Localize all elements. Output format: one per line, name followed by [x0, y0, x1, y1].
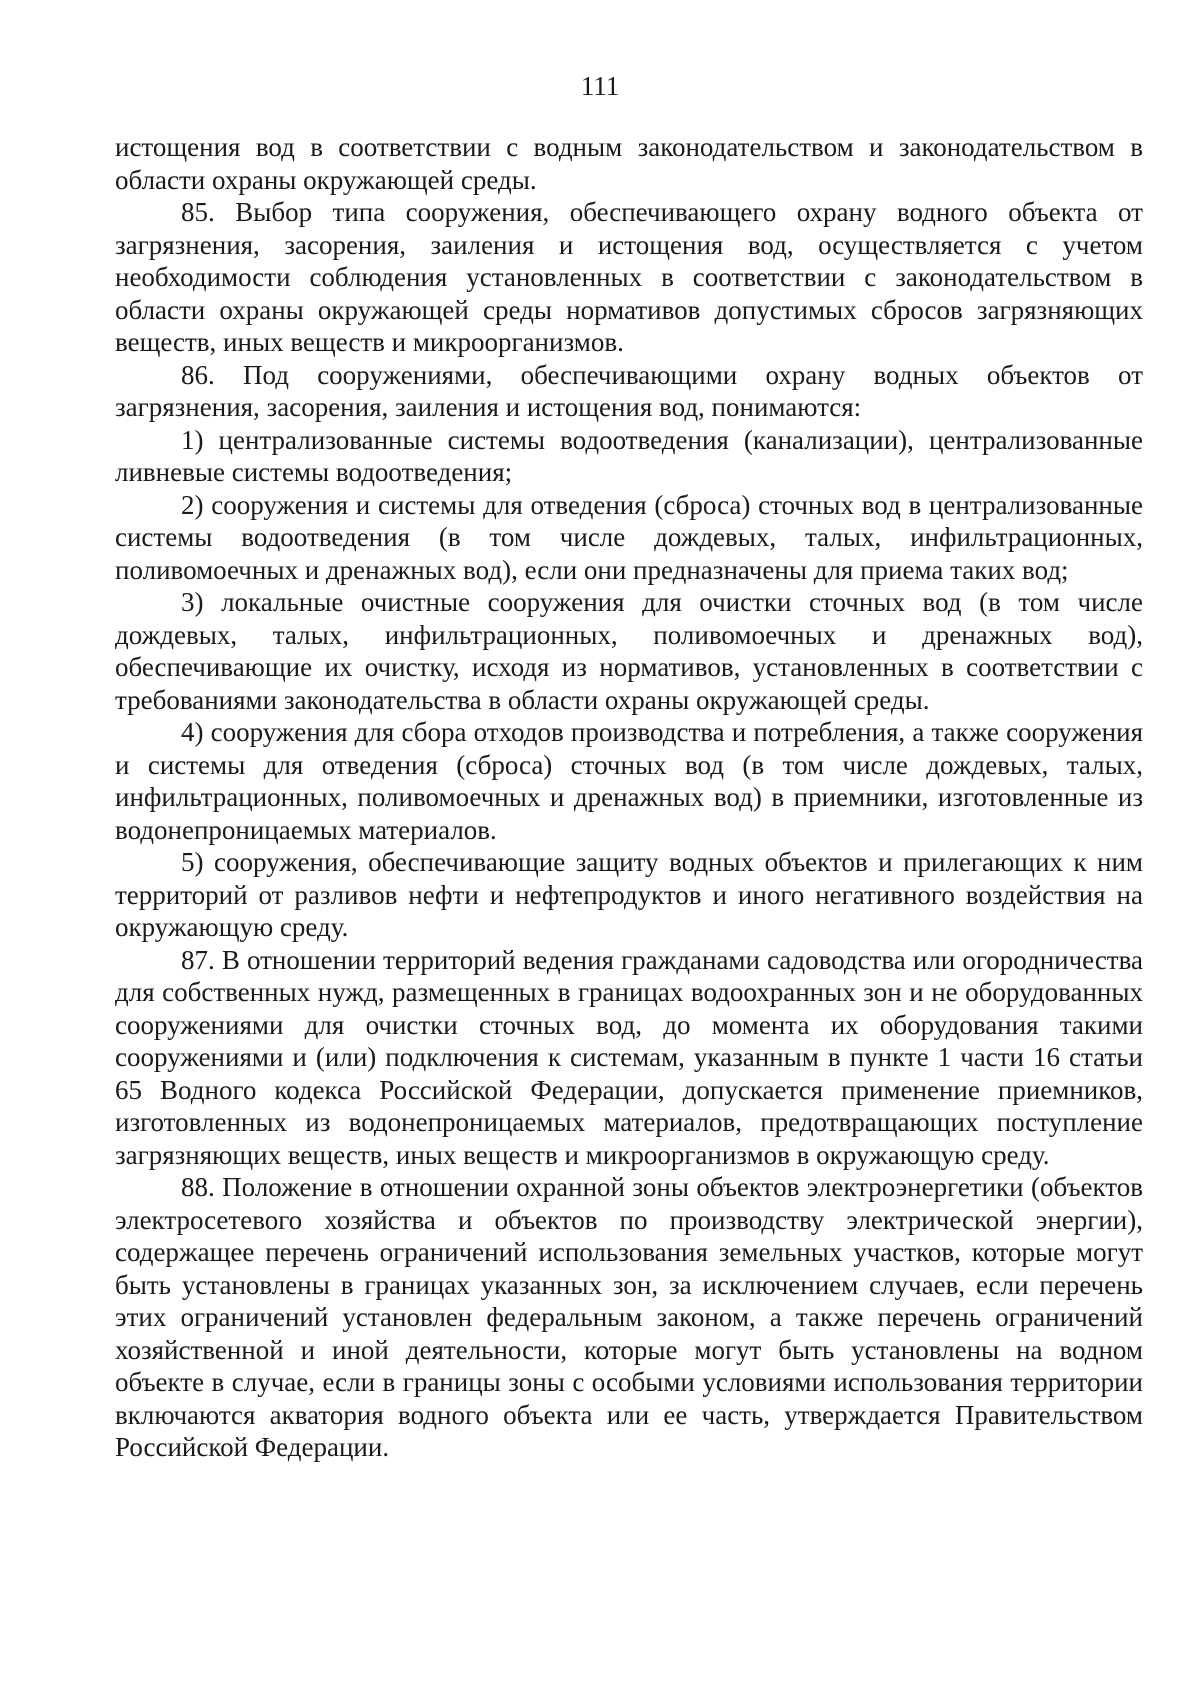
document-body — [115, 131, 1143, 1464]
paragraph-86-item-5: 5) сооружения, обеспечивающие защиту водных объектов и прилегающих к ним территорий от разливов нефти и нефтепродуктов и иного негативного воздействия на окружающую среду. — [115, 847, 1143, 942]
paragraph-86: 86. Под сооружениями, обеспечивающими охрану водных объектов от загрязнения, засорения, заиления и истощения вод, понимаются: — [115, 359, 1143, 422]
paragraph-87: 87. В отношении территорий ведения гражданами садоводства или огородничества для собственных нужд, размещенных в границах водоохранных зон и не оборудованных сооружениями для очистки сточных вод, до момента их оборудования такими сооружениями и (или) подключения к системам, указанным в пункте 1 части 16 статьи 65 Водного кодекса Российской Федерации, допускается применение приемников, изготовленных из водонепроницаемых материалов, предотвращающих поступление загрязняющих веществ, иных веществ и микроорганизмов в окружающую среду. — [115, 944, 1143, 1170]
paragraph-86-item-2: 2) сооружения и системы для отведения (сброса) сточных вод в централизованные системы водоотведения (в том числе дождевых, талых, инфильтрационных, поливомоечных и дренажных вод), если они предназначены для приема таких вод; — [115, 489, 1143, 585]
paragraph-85: 85. Выбор типа сооружения, обеспечивающего охрану водного объекта от загрязнения, засорения, заиления и истощения вод, осуществляется с учетом необходимости соблюдения установленных в соответствии с законодательством в области охраны окружающей среды нормативов допустимых сбросов загрязняющих веществ, иных веществ и микроорганизмов. — [115, 197, 1143, 357]
page-number: 111 — [580, 71, 620, 101]
paragraph-86-item-4: 4) сооружения для сбора отходов производства и потребления, а также сооружения и системы для отведения (сброса) сточных вод (в том числе дождевых, талых, инфильтрационных, поливомоечных и дренажных вод) в приемники, изготовленные из водонепроницаемых материалов. — [115, 717, 1143, 845]
paragraph-continuation: истощения вод в соответствии с водным законодательством и законодательством в области охраны окружающей среды. — [115, 132, 1143, 195]
paragraph-88: 88. Положение в отношении охранной зоны объектов электроэнергетики (объектов электросетевого хозяйства и объектов по производству электрической энергии), содержащее перечень ограничений использования земельных участков, которые могут быть установлены в границах указанных зон, за исключением случаев, если перечень этих ограничений установлен федеральным законом, а также перечень ограничений хозяйственной и иной деятельности, которые могут быть установлены на водном объекте в случае, если в границы зоны с особыми условиями использования территории включаются акватория водного объекта или ее часть, утверждается Правительством Российской Федерации. — [115, 1172, 1143, 1462]
paragraph-86-item-1: 1) централизованные системы водоотведения (канализации), централизованные ливневые системы водоотведения; — [115, 424, 1143, 487]
paragraph-86-item-3: 3) локальные очистные сооружения для очистки сточных вод (в том числе дождевых, талых, инфильтрационных, поливомоечных и дренажных вод), обеспечивающие их очистку, исходя из нормативов, установленных в соответствии с требованиями законодательства в области охраны окружающей среды. — [115, 587, 1143, 715]
